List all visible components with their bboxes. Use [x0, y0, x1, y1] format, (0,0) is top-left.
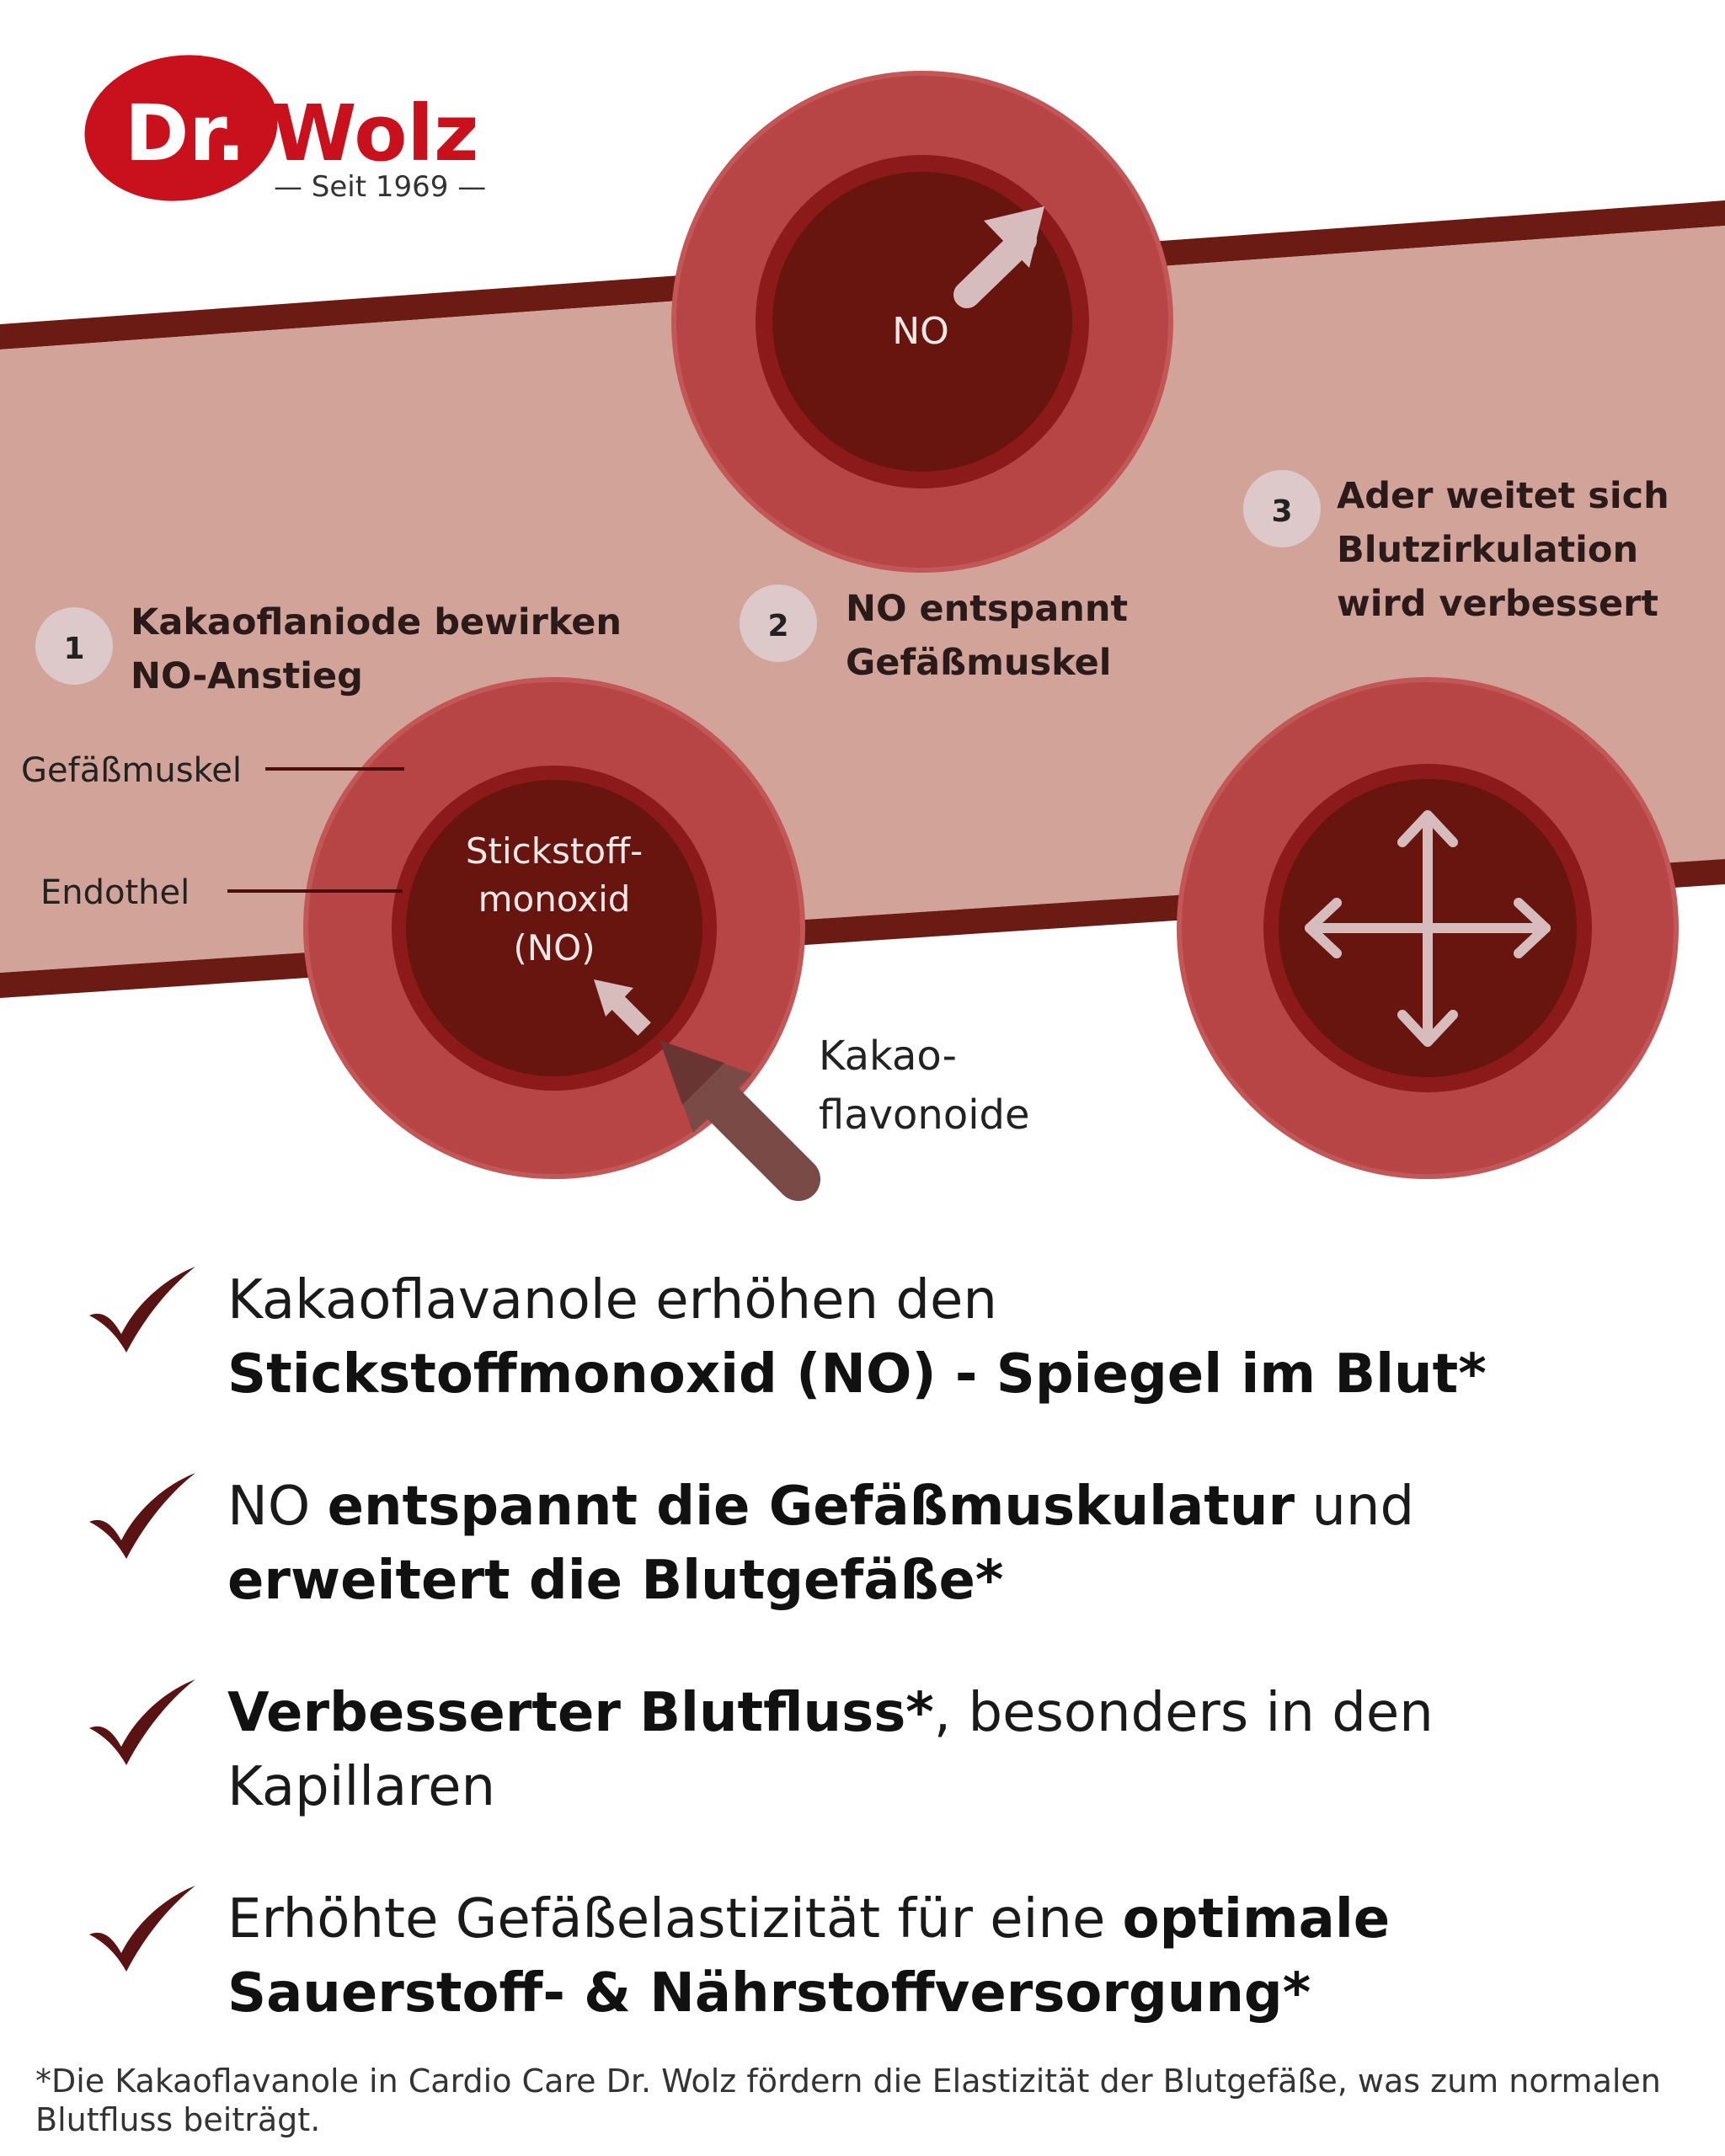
step-number: 3 [1271, 494, 1293, 529]
step-text-line3: wird verbessert [1337, 583, 1658, 625]
benefit-text-light: NO [227, 1476, 328, 1538]
checkmark-icon [84, 1676, 202, 1769]
vessel-cross-section-1 [306, 680, 803, 1179]
flavonoid-label-line2: flavonoide [819, 1091, 1030, 1139]
benefit-text-light: und [1295, 1476, 1415, 1538]
benefit-item [227, 1882, 1676, 2031]
muscle-label: Gefäßmuskel [21, 751, 243, 790]
benefit-item [227, 1263, 1676, 1412]
step-text-line1: NO entspannt [846, 588, 1129, 630]
benefit-text-strong: entspannt die Gefäßmuskulatur [327, 1476, 1295, 1538]
benefit-item [227, 1470, 1676, 1618]
logo-since-text: — Seit 1969 — [274, 170, 487, 204]
benefit-text-strong: Sauerstoff- & Nährstoffversorgung* [227, 1962, 1311, 2025]
benefit-text-light: Erhöhte Gefäßelastizität für eine [227, 1888, 1123, 1951]
footnote-line1: *Die Kakaoflavanole in Cardio Care Dr. Wolz fördern die Elastizität der Blutgefäße, was zum normalen [35, 2063, 1661, 2100]
benefit-text-strong: Stickstoffmonoxid (NO) - Spiegel im Blut* [227, 1343, 1487, 1406]
vessel-cross-section-2 [674, 73, 1171, 570]
endothel-label: Endothel [40, 873, 190, 912]
step-number: 2 [767, 609, 789, 643]
flavonoid-label-line1: Kakao- [819, 1033, 957, 1080]
checkmark-icon [84, 1882, 202, 1975]
step-text-line2: Blutzirkulation [1337, 529, 1639, 571]
no-name-line1: Stickstoff- [465, 830, 644, 872]
logo-dr-text: Dr. [125, 88, 246, 179]
footnote-line2: Blutfluss beiträgt. [35, 2101, 321, 2138]
no-name-line3: (NO) [513, 927, 595, 969]
benefit-text-strong: erweitert die Blutgefäße* [227, 1550, 1004, 1612]
step-number: 1 [63, 632, 85, 666]
no-name-line2: monoxid [478, 878, 631, 920]
vessel-cross-section-3 [1179, 680, 1676, 1177]
step-text-line1: Ader weitet sich [1337, 475, 1669, 517]
step-text-line1: Kakaoflaniode bewirken [131, 601, 622, 643]
checkmark-icon [84, 1470, 202, 1562]
footnote [35, 2062, 1703, 2139]
step-text-line2: Gefäßmuskel [846, 642, 1112, 684]
logo-wolz-text: Wolz [271, 88, 479, 179]
benefit-text-strong: Verbesserter Blutfluss* [227, 1682, 934, 1744]
benefit-text-strong: optimale [1122, 1888, 1391, 1951]
benefit-text-light: , besonders in den [933, 1682, 1434, 1744]
step-text-line2: NO-Anstieg [131, 655, 363, 697]
flavonoid-arrow-shaft [723, 1103, 798, 1179]
no-label: NO [892, 310, 949, 353]
benefit-text-light: Kapillaren [227, 1756, 496, 1818]
benefit-item [227, 1676, 1676, 1824]
brand-logo [75, 43, 486, 213]
checkmark-icon [84, 1263, 202, 1356]
benefit-text-light: Kakaoflavanole erhöhen den [227, 1269, 997, 1331]
